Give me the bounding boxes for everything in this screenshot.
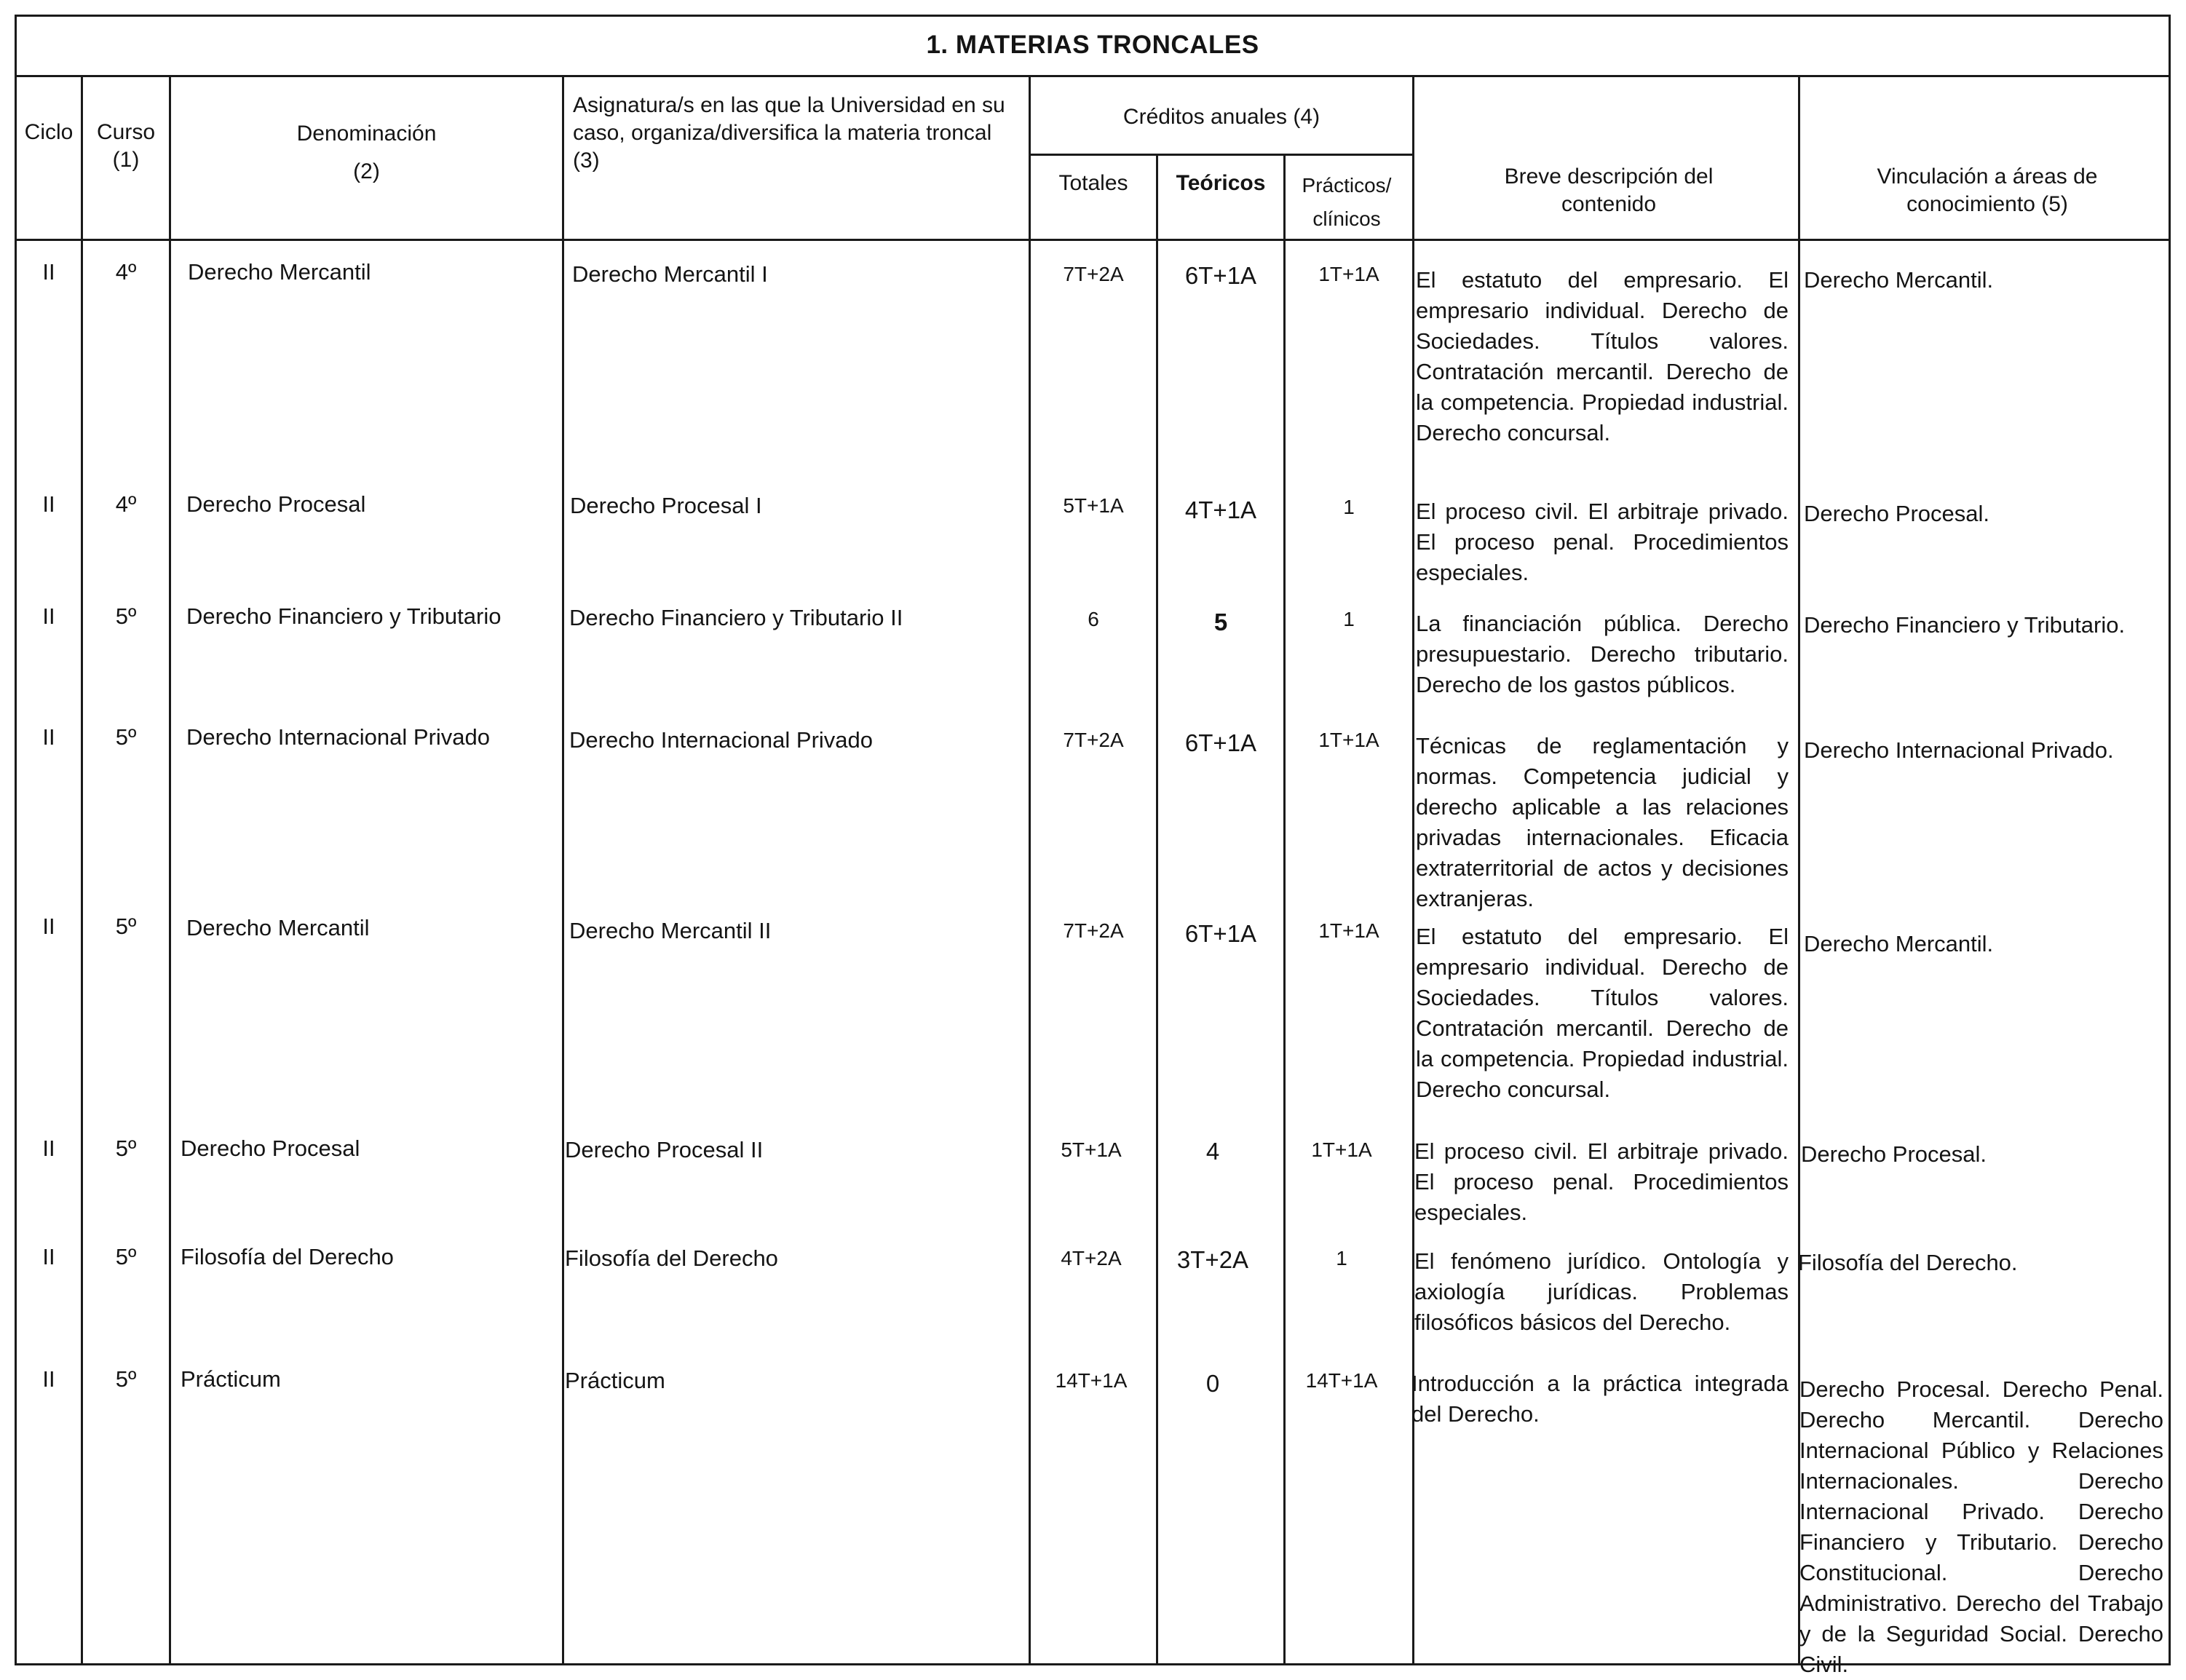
col-rule	[1029, 76, 1031, 1665]
table-cell-practicos: 1	[1336, 1247, 1347, 1269]
header-practicos: Prácticos/ clínicos	[1302, 174, 1392, 230]
header-divider	[1029, 154, 1412, 156]
table-cell-denominacion: Filosofía del Derecho	[181, 1244, 394, 1269]
table-cell-ciclo: II	[42, 259, 55, 285]
table-cell-asignatura: Derecho Procesal I	[570, 493, 762, 518]
table-cell-teoricos: 5	[1213, 609, 1228, 635]
table-cell-curso: 5º	[115, 914, 137, 939]
table-cell-teoricos: 6T+1A	[1184, 262, 1257, 289]
header-totales: Totales	[1058, 171, 1128, 195]
table-cell-denominacion: Derecho Internacional Privado	[186, 724, 491, 750]
col-rule	[562, 76, 564, 1665]
header-asignatura: Asignatura/s en las que la Universidad en su caso, organiza/diversifica la materia troncal (3)	[573, 93, 1005, 173]
table-cell-denominacion: Derecho Mercantil	[186, 915, 370, 940]
table-cell-curso: 5º	[115, 603, 137, 629]
table-cell-vinculacion: Derecho Mercantil.	[1804, 267, 1994, 293]
table-cell-asignatura: Derecho Financiero y Tributario II	[569, 605, 903, 630]
table-cell-asignatura: Derecho Mercantil II	[569, 918, 772, 943]
table-cell-teoricos: 4T+1A	[1184, 496, 1257, 523]
table-cell-descripcion: El proceso civil. El arbitraje privado. El proceso penal. Procedimientos especiales.	[1414, 1138, 1789, 1225]
table-cell-practicos: 1T+1A	[1311, 1138, 1372, 1161]
table-title: 1. MATERIAS TRONCALES	[15, 15, 2171, 77]
table-cell-totales: 7T+2A	[1063, 919, 1124, 942]
header-teoricos: Teóricos	[1176, 171, 1266, 195]
header-curso-note: (1)	[112, 148, 140, 172]
table-cell-teoricos: 0	[1205, 1370, 1220, 1397]
table-cell-ciclo: II	[42, 1244, 55, 1269]
table-cell-practicos: 1	[1343, 608, 1355, 630]
table-cell-curso: 4º	[115, 491, 137, 517]
table-cell-descripcion: El estatuto del empresario. El empresario individual. Derecho de Sociedades. Títulos valores. Contratación mercantil. Derecho de la competencia. Propiedad industrial. Derecho concursal.	[1416, 267, 1789, 445]
table-cell-denominacion: Derecho Mercantil	[188, 259, 371, 285]
table-cell-teoricos: 6T+1A	[1184, 920, 1257, 947]
table-cell-totales: 4T+2A	[1061, 1247, 1122, 1269]
table-cell-teoricos: 4	[1205, 1138, 1220, 1165]
table-cell-vinculacion: Derecho Procesal.	[1804, 501, 1990, 526]
table-cell-totales: 7T+2A	[1063, 263, 1124, 285]
table-cell-vinculacion: Derecho Financiero y Tributario.	[1804, 612, 2126, 638]
col-rule	[169, 76, 171, 1665]
header-creditos: Créditos anuales (4)	[1122, 105, 1320, 129]
header-bottom-rule	[15, 239, 2171, 241]
table-cell-descripcion: El estatuto del empresario. El empresario individual. Derecho de Sociedades. Títulos valores. Contratación mercantil. Derecho de la competencia. Propiedad industrial. Derecho concursal.	[1416, 924, 1789, 1102]
table-cell-curso: 5º	[115, 1244, 137, 1269]
table-cell-descripcion: El fenómeno jurídico. Ontología y axiología jurídicas. Problemas filosóficos básicos del Derecho.	[1414, 1248, 1789, 1335]
table-cell-totales: 5T+1A	[1063, 494, 1124, 517]
table-cell-asignatura: Filosofía del Derecho	[565, 1245, 778, 1271]
table-cell-denominacion: Derecho Financiero y Tributario	[186, 603, 502, 629]
header-descripcion: Breve descripción del contenido	[1504, 165, 1714, 216]
table-cell-practicos: 1T+1A	[1318, 919, 1379, 942]
table-cell-asignatura: Derecho Internacional Privado	[569, 727, 874, 753]
table-cell-ciclo: II	[42, 1136, 55, 1161]
table-cell-vinculacion: Derecho Internacional Privado.	[1804, 737, 2114, 763]
table-cell-ciclo: II	[42, 1366, 55, 1392]
table-cell-denominacion: Derecho Procesal	[181, 1136, 360, 1161]
table-cell-curso: 5º	[115, 724, 137, 750]
header-denominacion-note: (2)	[353, 159, 380, 183]
table-cell-asignatura: Derecho Mercantil I	[572, 261, 768, 287]
table-cell-practicos: 1	[1343, 496, 1355, 518]
col-rule	[1283, 154, 1286, 1665]
table-cell-vinculacion: Filosofía del Derecho.	[1798, 1250, 2018, 1275]
col-rule	[1156, 154, 1158, 1665]
table-cell-vinculacion: Derecho Mercantil.	[1804, 931, 1994, 956]
table-cell-totales: 14T+1A	[1055, 1369, 1128, 1392]
table-cell-ciclo: II	[42, 491, 55, 517]
table-cell-practicos: 1T+1A	[1318, 263, 1379, 285]
table-cell-practicos: 1T+1A	[1318, 729, 1379, 751]
table-cell-totales: 6	[1088, 608, 1099, 630]
table-cell-teoricos: 3T+2A	[1176, 1246, 1249, 1273]
table-cell-vinculacion: Derecho Procesal. Derecho Penal. Derecho Mercantil. Derecho Internacional Público y Relaciones Internacionales. Derecho Internacional Privado. Derecho Financiero y Tributario. Derecho Constitucional. Derecho Administrativo. Derecho del Trabajo y de la Seguridad Social. Derecho Civil.	[1799, 1376, 2163, 1677]
table-cell-asignatura: Prácticum	[565, 1368, 665, 1393]
table-cell-descripcion: Técnicas de reglamentación y normas. Competencia judicial y derecho aplicable a las relaciones privadas internacionales. Eficacia extraterritorial de actos y decisiones extranjeras.	[1416, 733, 1789, 911]
table-cell-descripcion: La financiación pública. Derecho presupuestario. Derecho tributario. Derecho de los gastos públicos.	[1416, 611, 1789, 697]
table-cell-curso: 5º	[115, 1366, 137, 1392]
col-rule	[81, 76, 83, 1665]
table-cell-denominacion: Prácticum	[181, 1366, 281, 1392]
table-cell-curso: 4º	[115, 259, 137, 285]
header-curso: Curso	[96, 120, 156, 144]
header-denominacion: Denominación	[296, 122, 437, 146]
table-cell-descripcion: El proceso civil. El arbitraje privado. El proceso penal. Procedimientos especiales.	[1416, 499, 1789, 585]
table-cell-ciclo: II	[42, 724, 55, 750]
table-cell-totales: 5T+1A	[1061, 1138, 1122, 1161]
table-cell-curso: 5º	[115, 1136, 137, 1161]
table-cell-descripcion: Introducción a la práctica integrada del Derecho.	[1411, 1371, 1789, 1427]
table-cell-asignatura: Derecho Procesal II	[565, 1137, 764, 1162]
table-cell-practicos: 14T+1A	[1305, 1369, 1378, 1392]
header-ciclo: Ciclo	[24, 120, 74, 144]
table-cell-vinculacion: Derecho Procesal.	[1801, 1141, 1987, 1167]
table-cell-teoricos: 6T+1A	[1184, 729, 1257, 756]
table-cell-ciclo: II	[42, 603, 55, 629]
table-cell-denominacion: Derecho Procesal	[186, 491, 366, 517]
table-cell-ciclo: II	[42, 914, 55, 939]
table-cell-totales: 7T+2A	[1063, 729, 1124, 751]
header-vinculacion: Vinculación a áreas de conocimiento (5)	[1877, 165, 2098, 216]
